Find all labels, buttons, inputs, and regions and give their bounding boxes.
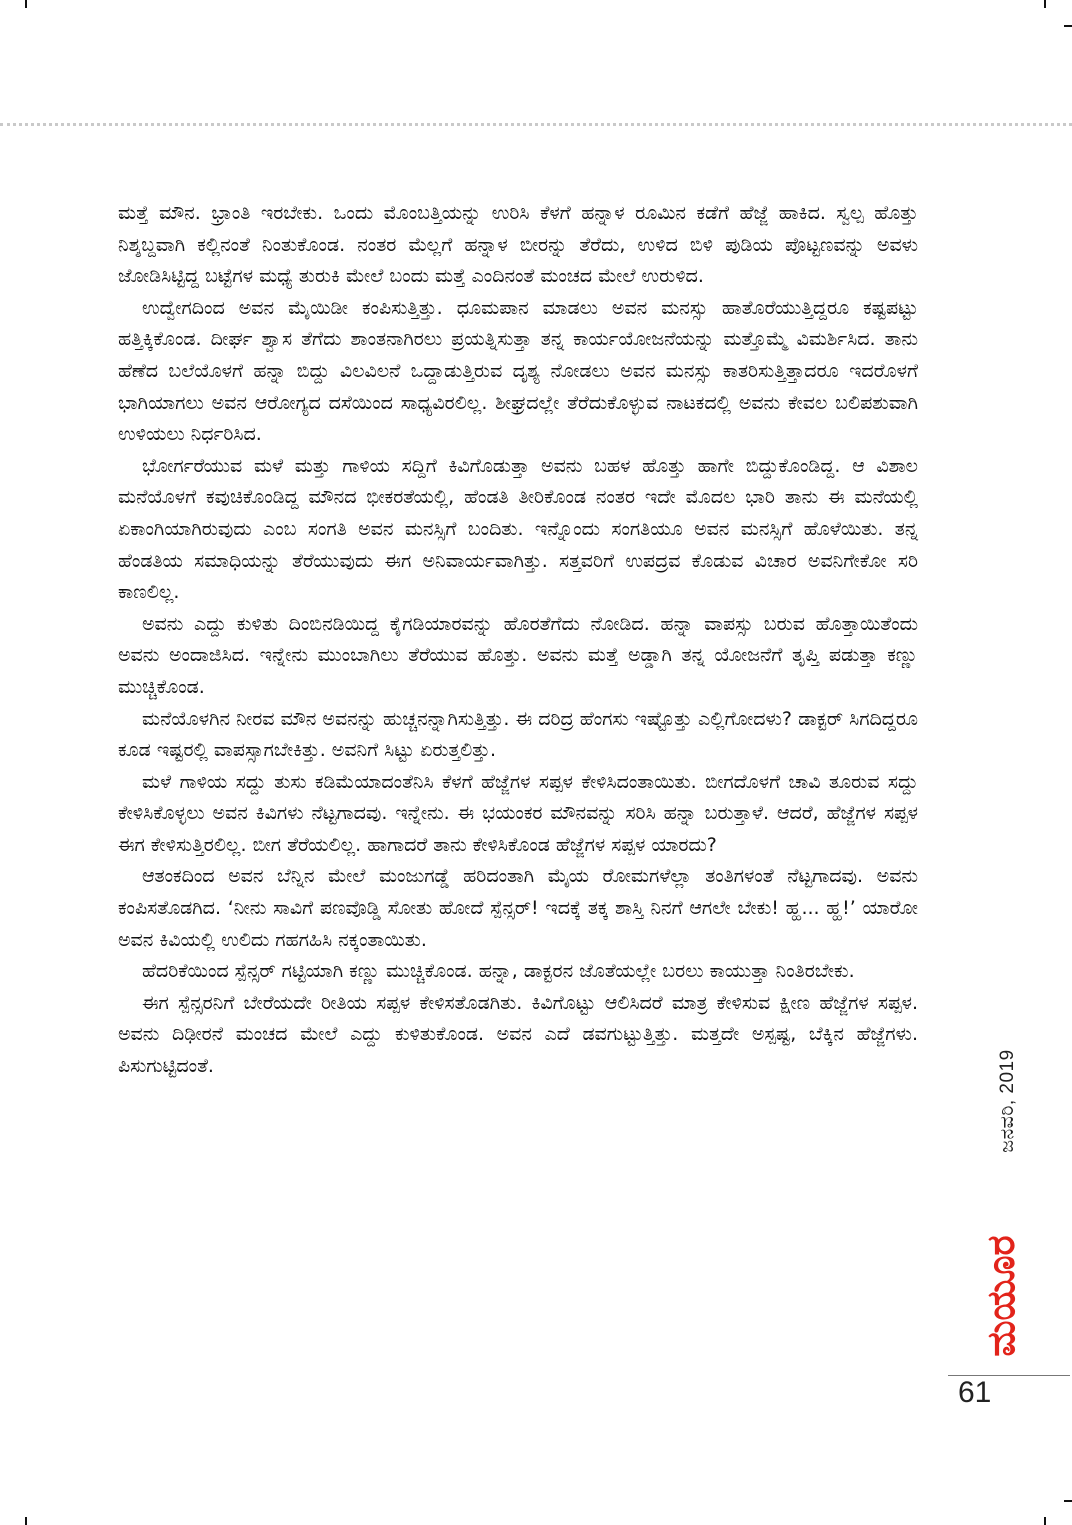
crop-mark-bottom-right <box>1044 1517 1046 1525</box>
article-paragraph: ಹೆದರಿಕೆಯಿಂದ ಸ್ಪೆನ್ಸರ್ ಗಟ್ಟಿಯಾಗಿ ಕಣ್ಣು ಮುಚ್ಚಿಕೊಂಡ. ಹನ್ನಾ, ಡಾಕ್ಟರನ ಜೊತೆಯಲ್ಲೇ ಬರಲು ಕಾಯುತ್ತಾ ನಿಂತಿರಬೇಕು. <box>142 960 855 983</box>
article-paragraph: ಮತ್ತೆ ಮೌನ. ಭ್ರಾಂತಿ ಇರಬೇಕು. ಒಂದು ಮೊಂಬತ್ತಿಯನ್ನು ಉರಿಸಿ ಕೆಳಗೆ ಹನ್ನಾಳ ರೂಮಿನ ಕಡೆಗೆ ಹೆಜ್ಜೆ ಹಾಕಿದ. ಸ್ವಲ್ಪ ಹೊತ್ತು ನಿಶ್ಶಬ್ದವಾಗಿ ಕಲ್ಲಿನಂತೆ ನಿಂತುಕೊಂಡ. ನಂತರ ಮೆಲ್ಲಗೆ ಹನ್ನಾಳ ಬೀರನ್ನು ತೆರೆದು, ಉಳಿದ ಬಿಳಿ ಪುಡಿಯ ಪೊಟ್ಟಣವನ್ನು ಅವಳು ಜೋಡಿಸಿಟ್ಟಿದ್ದ ಬಟ್ಟೆಗಳ ಮಧ್ಯೆ ತುರುಕಿ ಮೇಲೆ ಬಂದು ಮತ್ತೆ ಎಂದಿನಂತೆ ಮಂಚದ ಮೇಲೆ ಉರುಳಿದ. <box>118 202 918 288</box>
header-dotted-rule <box>0 123 1072 126</box>
crop-mark-right-top <box>1064 25 1072 27</box>
article-paragraph: ಮನೆಯೊಳಗಿನ ನೀರವ ಮೌನ ಅವನನ್ನು ಹುಚ್ಚನನ್ನಾಗಿಸುತ್ತಿತ್ತು. ಈ ದರಿದ್ರ ಹೆಂಗಸು ಇಷ್ಟೊತ್ತು ಎಲ್ಲಿಗೋದಳು? ಡಾಕ್ಟರ್ ಸಿಗದಿದ್ದರೂ ಕೂಡ ಇಷ್ಟರಲ್ಲಿ ವಾಪಸ್ಸಾಗಬೇಕಿತ್ತು. ಅವನಿಗೆ ಸಿಟ್ಟು ಏರುತ್ತಲಿತ್ತು. <box>118 707 918 762</box>
article-paragraph: ಈಗ ಸ್ಪೆನ್ಸರನಿಗೆ ಬೇರೆಯದೇ ರೀತಿಯ ಸಪ್ಪಳ ಕೇಳಿಸತೊಡಗಿತು. ಕಿವಿಗೊಟ್ಟು ಆಲಿಸಿದರೆ ಮಾತ್ರ ಕೇಳಿಸುವ ಕ್ಷೀಣ ಹೆಜ್ಜೆಗಳ ಸಪ್ಪಳ. ಅವನು ದಿಢೀರನೆ ಮಂಚದ ಮೇಲೆ ಎದ್ದು ಕುಳಿತುಕೊಂಡ. ಅವನ ಎದೆ ಡವಗುಟ್ಟುತ್ತಿತ್ತು. ಮತ್ತದೇ ಅಸ್ಪಷ್ಟ, ಬೆಕ್ಕಿನ ಹೆಜ್ಜೆಗಳು. ಪಿಸುಗುಟ್ಟಿದಂತೆ. <box>118 991 918 1078</box>
crop-mark-bottom-left <box>25 1517 27 1525</box>
article-paragraph: ಉದ್ವೇಗದಿಂದ ಅವನ ಮೈಯಿಡೀ ಕಂಪಿಸುತ್ತಿತ್ತು. ಧೂಮಪಾನ ಮಾಡಲು ಅವನ ಮನಸ್ಸು ಹಾತೊರೆಯುತ್ತಿದ್ದರೂ ಕಷ್ಟಪಟ್ಟು ಹತ್ತಿಕ್ಕಿಕೊಂಡ. ದೀರ್ಘ ಶ್ವಾಸ ತೆಗೆದು ಶಾಂತನಾಗಿರಲು ಪ್ರಯತ್ನಿಸುತ್ತಾ ತನ್ನ ಕಾರ್ಯಯೋಜನೆಯನ್ನು ಮತ್ತೊಮ್ಮೆ ವಿಮರ್ಶಿಸಿದ. ತಾನು ಹೆಣೆದ ಬಲೆಯೊಳಗೆ ಹನ್ನಾ ಬಿದ್ದು ವಿಲವಿಲನೆ ಒದ್ದಾಡುತ್ತಿರುವ ದೃಶ್ಯ ನೋಡಲು ಅವನ ಮನಸ್ಸು ಕಾತರಿಸುತ್ತಿತ್ತಾದರೂ ಇದರೊಳಗೆ ಭಾಗಿಯಾಗಲು ಅವನ ಆರೋಗ್ಯದ ದಸೆಯಿಂದ ಸಾಧ್ಯವಿರಲಿಲ್ಲ. ಶೀಘ್ರದಲ್ಲೇ ತೆರೆದುಕೊಳ್ಳುವ ನಾಟಕದಲ್ಲಿ ಅವನು ಕೇವಲ ಬಲಿಪಶುವಾಗಿ ಉಳಿಯಲು ನಿರ್ಧರಿಸಿದ. <box>118 296 918 446</box>
article-paragraph: ಭೋರ್ಗರೆಯುವ ಮಳೆ ಮತ್ತು ಗಾಳಿಯ ಸದ್ದಿಗೆ ಕಿವಿಗೊಡುತ್ತಾ ಅವನು ಬಹಳ ಹೊತ್ತು ಹಾಗೇ ಬಿದ್ದುಕೊಂಡಿದ್ದ. ಆ ವಿಶಾಲ ಮನೆಯೊಳಗೆ ಕವುಚಿಕೊಂಡಿದ್ದ ಮೌನದ ಭೀಕರತೆಯಲ್ಲಿ, ಹೆಂಡತಿ ತೀರಿಕೊಂಡ ನಂತರ ಇದೇ ಮೊದಲ ಭಾರಿ ತಾನು ಈ ಮನೆಯಲ್ಲಿ ಏಕಾಂಗಿಯಾಗಿರುವುದು ಎಂಬ ಸಂಗತಿ ಅವನ ಮನಸ್ಸಿಗೆ ಬಂದಿತು. ಇನ್ನೊಂದು ಸಂಗತಿಯೂ ಅವನ ಮನಸ್ಸಿಗೆ ಹೊಳೆಯಿತು. ತನ್ನ ಹೆಂಡತಿಯ ಸಮಾಧಿಯನ್ನು ತೆರೆಯುವುದು ಈಗ ಅನಿವಾರ್ಯವಾಗಿತ್ತು. ಸತ್ತವರಿಗೆ ಉಪದ್ರವ ಕೊಡುವ ವಿಚಾರ ಅವನಿಗೇಕೋ ಸರಿ ಕಾಣಲಿಲ್ಲ. <box>118 454 918 604</box>
magazine-logo: ಮಯೂರ <box>979 1235 1023 1357</box>
article-paragraph: ಆತಂಕದಿಂದ ಅವನ ಬೆನ್ನಿನ ಮೇಲೆ ಮಂಜುಗಡ್ಡೆ ಹರಿದಂತಾಗಿ ಮೈಯ ರೋಮಗಳೆಲ್ಲಾ ತಂತಿಗಳಂತೆ ನೆಟ್ಟಗಾದವು. ಅವನು ಕಂಪಿಸತೊಡಗಿದ. ‘ನೀನು ಸಾವಿಗೆ ಪಣವೊಡ್ಡಿ ಸೋತು ಹೋದೆ ಸ್ಪೆನ್ಸರ್! ಇದಕ್ಕೆ ತಕ್ಕ ಶಾಸ್ತಿ ನಿನಗೆ ಆಗಲೇ ಬೇಕು! ಹ್ಹ... ಹ್ಹ!’ ಯಾರೋ ಅವನ ಕಿವಿಯಲ್ಲಿ ಉಲಿದು ಗಹಗಹಿಸಿ ನಕ್ಕಂತಾಯಿತು. <box>118 865 918 951</box>
page-number: 61 <box>958 1376 992 1409</box>
article-body <box>118 198 918 1083</box>
article-paragraph: ಮಳೆ ಗಾಳಿಯ ಸದ್ದು ತುಸು ಕಡಿಮೆಯಾದಂತೆನಿಸಿ ಕೆಳಗೆ ಹೆಜ್ಜೆಗಳ ಸಪ್ಪಳ ಕೇಳಿಸಿದಂತಾಯಿತು. ಬೀಗದೊಳಗೆ ಚಾವಿ ತೂರುವ ಸದ್ದು ಕೇಳಿಸಿಕೊಳ್ಳಲು ಅವನ ಕಿವಿಗಳು ನೆಟ್ಟಗಾದವು. ಇನ್ನೇನು. ಈ ಭಯಂಕರ ಮೌನವನ್ನು ಸರಿಸಿ ಹನ್ನಾ ಬರುತ್ತಾಳೆ. ಆದರೆ, ಹೆಜ್ಜೆಗಳ ಸಪ್ಪಳ ಈಗ ಕೇಳಿಸುತ್ತಿರಲಿಲ್ಲ. ಬೀಗ ತೆರೆಯಲಿಲ್ಲ. ಹಾಗಾದರೆ ತಾನು ಕೇಳಿಸಿಕೊಂಡ ಹೆಜ್ಜೆಗಳ ಸಪ್ಪಳ ಯಾರದು? <box>118 770 918 856</box>
crop-mark-top-right <box>1044 0 1046 8</box>
issue-date: ಜನವರಿ, 2019 <box>997 1049 1018 1153</box>
crop-mark-top-left <box>25 0 27 8</box>
article-paragraph: ಅವನು ಎದ್ದು ಕುಳಿತು ದಿಂಬಿನಡಿಯಿದ್ದ ಕೈಗಡಿಯಾರವನ್ನು ಹೊರತೆಗೆದು ನೋಡಿದ. ಹನ್ನಾ ವಾಪಸ್ಸು ಬರುವ ಹೊತ್ತಾಯಿತೆಂದು ಅವನು ಅಂದಾಜಿಸಿದ. ಇನ್ನೇನು ಮುಂಬಾಗಿಲು ತೆರೆಯುವ ಹೊತ್ತು. ಅವನು ಮತ್ತೆ ಅಡ್ಡಾಗಿ ತನ್ನ ಯೋಜನೆಗೆ ತೃಪ್ತಿ ಪಡುತ್ತಾ ಕಣ್ಣು ಮುಚ್ಚಿಕೊಂಡ. <box>118 612 918 698</box>
crop-mark-right-bottom <box>1064 1500 1072 1502</box>
